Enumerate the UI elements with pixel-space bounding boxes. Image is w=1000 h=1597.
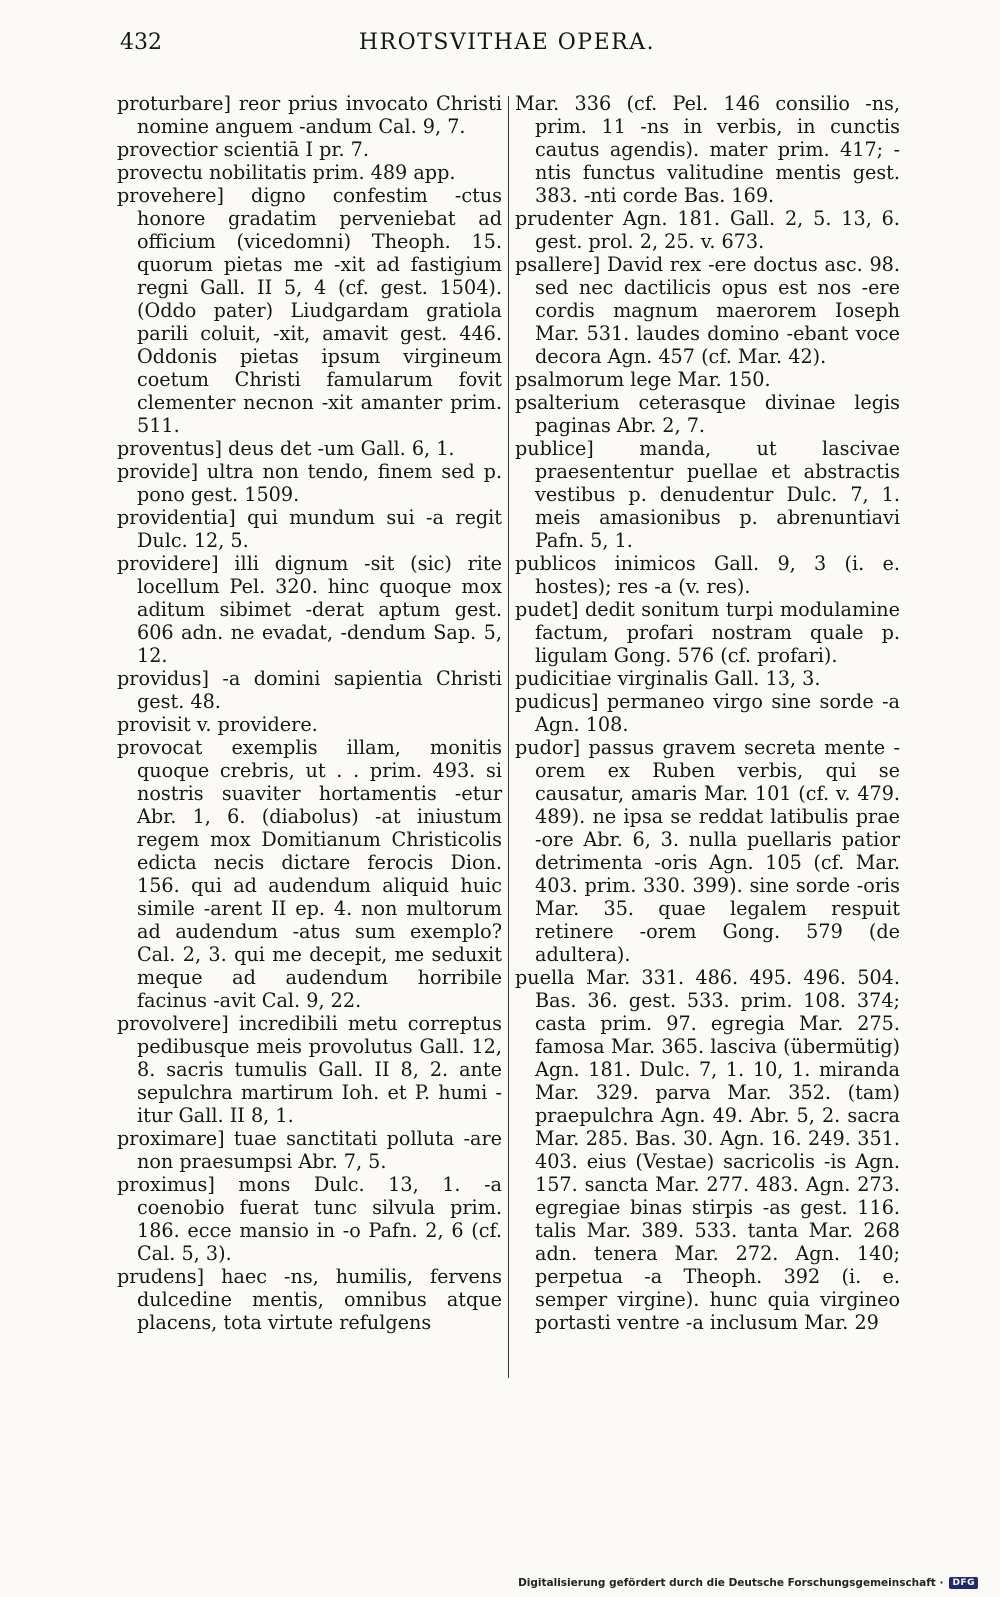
dfg-logo: DFG <box>949 1577 978 1589</box>
dictionary-entry: providentia] qui mundum sui -a regit Dulc. 12, 5. <box>117 506 502 552</box>
dictionary-entry: pudicus] permaneo virgo sine sorde -a Agn. 108. <box>515 690 900 736</box>
digitization-credit <box>518 1577 978 1589</box>
dictionary-entry: providus] -a domini sapientia Christi gest. 48. <box>117 667 502 713</box>
dictionary-entry: psallere] David rex -ere doctus asc. 98. sed nec dactilicis opus est nos -ere cordis magnum maerorem Ioseph Mar. 531. laudes domino -ebant voce decora Agn. 457 (cf. Mar. 42). <box>515 253 900 368</box>
left-column <box>117 92 502 1382</box>
right-column <box>515 92 900 1382</box>
dictionary-entry: providere] illi dignum -sit (sic) rite locellum Pel. 320. hinc quoque mox aditum sibimet -derat aptum gest. 606 adn. ne evadat, -dendum Sap. 5, 12. <box>117 552 502 667</box>
dictionary-entry: provolvere] incredibili metu correptus pedibusque meis provolutus Gall. 12, 8. sacris tumulis Gall. II 8, 2. ante sepulchra martirum Ioh. et P. humi -itur Gall. II 8, 1. <box>117 1012 502 1127</box>
dictionary-entry: pudet] dedit sonitum turpi modulamine factum, profari nostram quale p. ligulam Gong. 576 (cf. profari). <box>515 598 900 667</box>
dictionary-entry: pudicitiae virginalis Gall. 13, 3. <box>515 667 821 690</box>
dictionary-entry: provectu nobilitatis prim. 489 app. <box>117 161 456 184</box>
dictionary-entry: provectior scientiā I pr. 7. <box>117 138 369 161</box>
dictionary-entry: publicos inimicos Gall. 9, 3 (i. e. hostes); res -a (v. res). <box>515 552 900 598</box>
dictionary-entry: proximus] mons Dulc. 13, 1. -a coenobio fuerat tunc silvula prim. 186. ecce mansio in -o Pafn. 2, 6 (cf. Cal. 5, 3). <box>117 1173 502 1265</box>
dictionary-entry: proturbare] reor prius invocato Christi nomine anguem -andum Cal. 9, 7. <box>117 92 502 138</box>
dictionary-entry: psalterium ceterasque divinae legis paginas Abr. 2, 7. <box>515 391 900 437</box>
credit-text: Digitalisierung gefördert durch die Deutsche Forschungsgemeinschaft · <box>518 1577 944 1589</box>
dictionary-entry: prudens] haec -ns, humilis, fervens dulcedine mentis, omnibus atque placens, tota virtute refulgens <box>117 1265 502 1334</box>
dictionary-entry: pudor] passus gravem secreta mente -orem ex Ruben verbis, qui se causatur, amaris Mar. 101 (cf. v. 479. 489). ne ipsa se reddat latibulis prae -ore Abr. 6, 3. nulla puellaris patior detrimenta -oris Agn. 105 (cf. Mar. 403. prim. 330. 399). sine sorde -oris Mar. 35. quae legalem respuit retinere -orem Gong. 579 (de adultera). <box>515 736 900 966</box>
dictionary-entry: Mar. 336 (cf. Pel. 146 consilio -ns, prim. 11 -ns in verbis, in cunctis cautus agendis). mater prim. 417; -ntis functus valitudine mentis gest. 383. -nti corde Bas. 169. <box>515 92 900 207</box>
dictionary-entry: psalmorum lege Mar. 150. <box>515 368 771 391</box>
dictionary-entry: provide] ultra non tendo, finem sed p. pono gest. 1509. <box>117 460 502 506</box>
dictionary-entry: prudenter Agn. 181. Gall. 2, 5. 13, 6. gest. prol. 2, 25. v. 673. <box>515 207 900 253</box>
page-header <box>112 30 902 62</box>
dictionary-entry: proventus] deus det -um Gall. 6, 1. <box>117 437 455 460</box>
dictionary-entry: provocat exemplis illam, monitis quoque crebris, ut . . prim. 493. si nostris suaviter hortamentis -etur Abr. 1, 6. (diabolus) -at iniustum regem mox Domitianum Christicolis edicta necis dictare ferocis Dion. 156. qui ad audendum aliquid huic simile -arent II ep. 4. non multorum ad audendum -atus sum exemplo? Cal. 2, 3. qui me decepit, me seduxit meque ad audendum horribile facinus -avit Cal. 9, 22. <box>117 736 502 1012</box>
page-number: 432 <box>120 30 162 55</box>
dictionary-entry: provisit v. providere. <box>117 713 318 736</box>
dictionary-entry: provehere] digno confestim -ctus honore gradatim perveniebat ad officium (vicedomni) Theoph. 15. quorum pietas me -xit ad fastigium regni Gall. II 5, 4 (cf. gest. 1504). (Oddo pater) Liudgardam gratiola parili coluit, -xit, amavit gest. 446. Oddonis pietas ipsum virgineum coetum Christi famularum fovit clementer necnon -xit amanter prim. 511. <box>117 184 502 437</box>
dictionary-entry: proximare] tuae sanctitati polluta -are non praesumpsi Abr. 7, 5. <box>117 1127 502 1173</box>
dictionary-entry: publice] manda, ut lascivae praesententur puellae et abstractis vestibus p. denudentur Dulc. 7, 1. meis amasionibus p. abrenuntiavi Pafn. 5, 1. <box>515 437 900 552</box>
dictionary-entry: puella Mar. 331. 486. 495. 496. 504. Bas. 36. gest. 533. prim. 108. 374; casta prim. 97. egregia Mar. 275. famosa Mar. 365. lasciva (übermütig) Agn. 181. Dulc. 7, 1. 10, 1. miranda Mar. 329. parva Mar. 352. (tam) praepulchra Agn. 49. Abr. 5, 2. sacra Mar. 285. Bas. 30. Agn. 16. 249. 351. 403. eius (Vestae) sacricolis -is Agn. 157. sancta Mar. 277. 483. Agn. 273. egregiae binas stirpis -as gest. 116. talis Mar. 389. 533. tanta Mar. 268 adn. tenera Mar. 272. Agn. 140; perpetua -a Theoph. 392 (i. e. semper virgine). hunc quia virgineo portasti ventre -a inclusum Mar. 29 <box>515 966 900 1334</box>
running-title: HROTSVITHAE OPERA. <box>358 30 656 55</box>
column-divider <box>508 96 509 1378</box>
